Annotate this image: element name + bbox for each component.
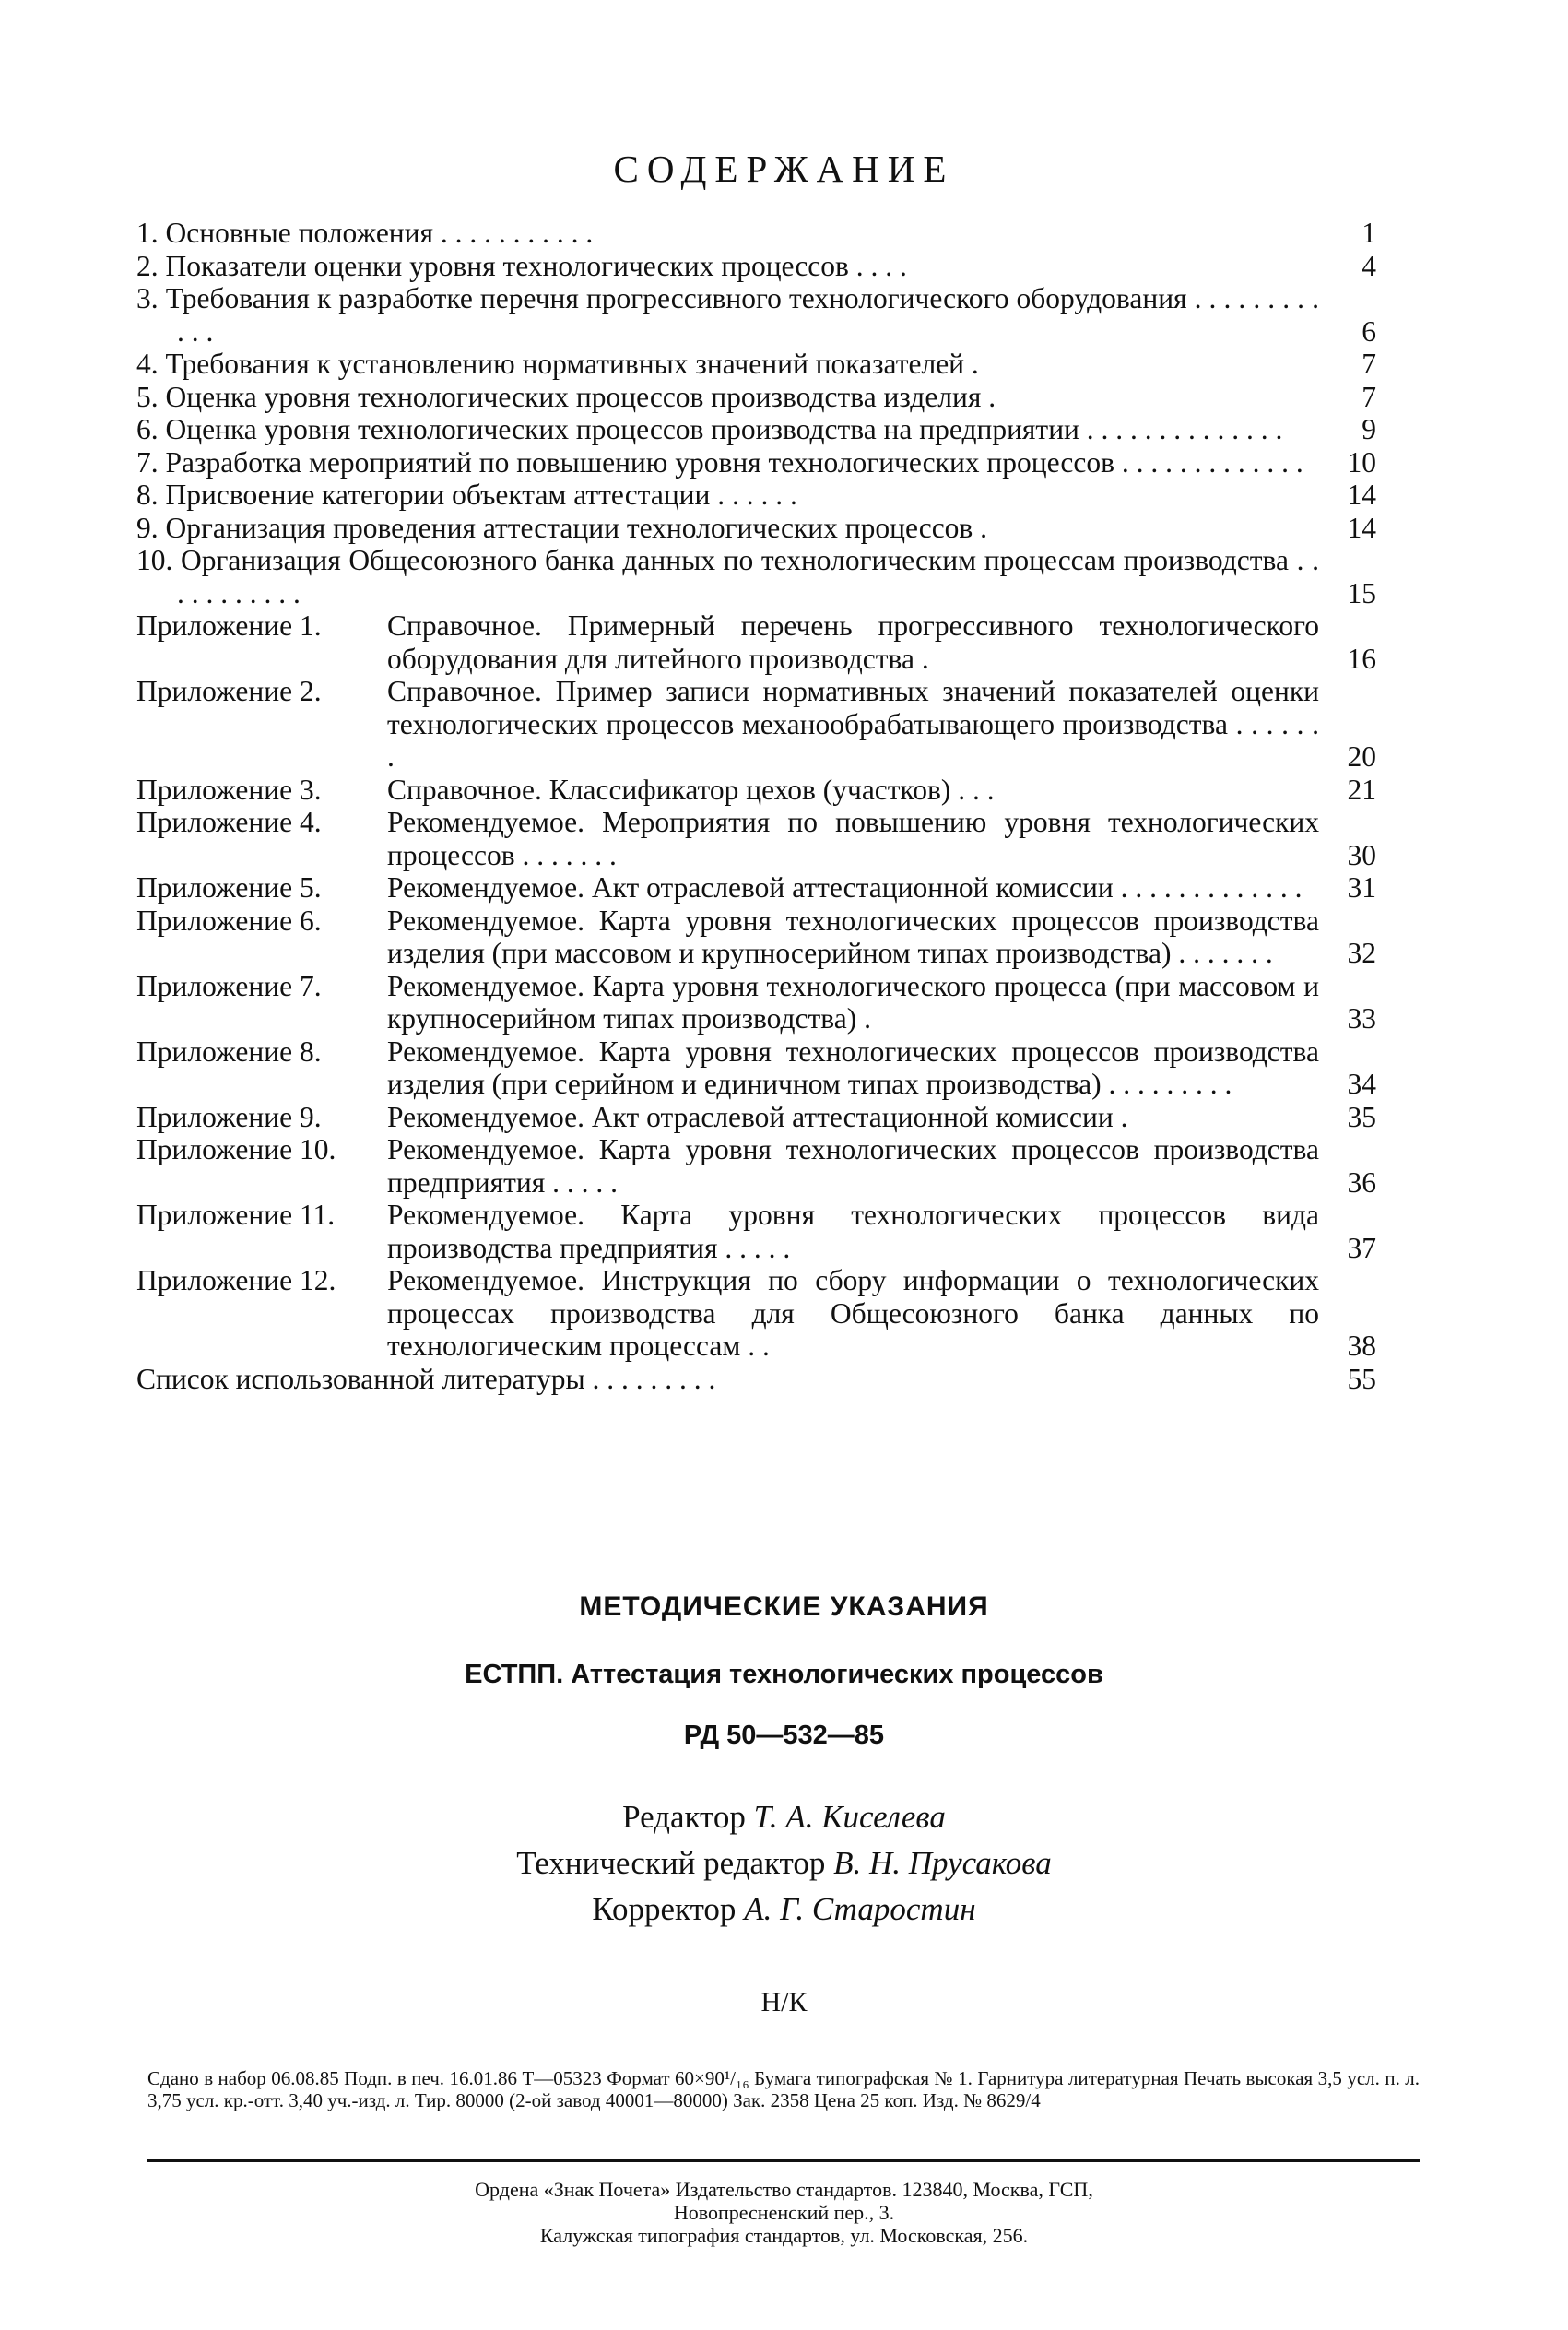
nk-mark: Н/К: [760, 1987, 808, 2017]
credit-name: А. Г. Старостин: [744, 1891, 976, 1927]
credit-role: Корректор: [592, 1891, 737, 1927]
toc-page-number: 7: [1362, 348, 1376, 380]
appendix-label: Приложение 5.: [136, 871, 322, 904]
publisher-line: Ордена «Знак Почета» Издательство стандартов. 123840, Москва, ГСП,: [475, 2178, 1093, 2201]
toc-entry-bibliography: [136, 1363, 1376, 1396]
toc-page-number: 31: [1347, 871, 1376, 904]
toc-entry-appendix: [136, 871, 1376, 905]
toc-entry-appendix: [136, 1264, 1376, 1363]
document-kind-heading: МЕТОДИЧЕСКИЕ УКАЗАНИЯ: [579, 1591, 989, 1622]
toc-page-number: 14: [1347, 511, 1376, 544]
appendix-label: Приложение 7.: [136, 969, 322, 1002]
credits-block: [0, 1794, 1568, 1933]
toc-entry-text: 5. Оценка уровня технологических процессов производства изделия .: [136, 380, 996, 413]
toc-page-number: 7: [1362, 380, 1376, 413]
toc-page-number: 21: [1347, 773, 1376, 806]
credit-role: Редактор: [622, 1799, 746, 1835]
toc-entry-text: 8. Присвоение категории объектам аттестации . . . . . .: [136, 479, 797, 511]
toc-entry-text: 9. Организация проведения аттестации технологических процессов .: [136, 511, 988, 544]
imprint-divider: [147, 2159, 1420, 2162]
toc-entry: [136, 446, 1376, 479]
appendix-label: Приложение 3.: [136, 773, 322, 806]
toc-page-number: 6: [1362, 314, 1376, 348]
toc-page-number: 34: [1347, 1068, 1376, 1100]
publisher-line: Калужская типография стандартов, ул. Московская, 256.: [539, 2224, 1029, 2247]
toc-entry: [136, 479, 1376, 512]
toc-entry-text: Рекомендуемое. Карта уровня технологических процессов производства предприятия . . . . .: [387, 1133, 1319, 1199]
toc-page-number: 55: [1347, 1362, 1376, 1395]
toc-page-number: 9: [1362, 413, 1376, 445]
toc-page-number: 30: [1347, 838, 1376, 871]
toc-entry: [136, 250, 1376, 283]
credit-technical-editor: [0, 1840, 1568, 1886]
toc-entry: [136, 512, 1376, 545]
credit-proofreader: [0, 1886, 1568, 1933]
appendix-label: Приложение 6.: [136, 904, 322, 937]
credit-name: В. Н. Прусакова: [833, 1845, 1052, 1881]
toc-entry-text: 2. Показатели оценки уровня технологических процессов . . . .: [136, 249, 907, 282]
toc-entry: [136, 544, 1376, 609]
toc-entry-text: Рекомендуемое. Карта уровня технологических процессов производства изделия (при серийном и единичном типах производства) . . . . . . . . .: [387, 1035, 1319, 1100]
toc-page-number: 32: [1347, 937, 1376, 969]
toc-entry-appendix: [136, 1035, 1376, 1101]
toc-entry-appendix: [136, 905, 1376, 970]
toc-entry-appendix: [136, 1199, 1376, 1264]
toc-entry-appendix: [136, 970, 1376, 1035]
toc-entry-appendix: [136, 609, 1376, 675]
toc-entry-text: Список использованной литературы . . . . . . . . .: [136, 1362, 716, 1395]
toc-entry: [136, 381, 1376, 414]
toc-entry-appendix: [136, 774, 1376, 807]
toc-entry-appendix: [136, 1133, 1376, 1199]
toc-entry: [136, 217, 1376, 250]
toc-page-number: 15: [1347, 576, 1376, 609]
toc-entry-text: 10. Организация Общесоюзного банка данных по технологическим процессам производства . . . . . . . . . . .: [136, 544, 1319, 609]
appendix-label: Приложение 9.: [136, 1100, 322, 1133]
toc-page-number: 33: [1347, 1002, 1376, 1035]
toc-entry-text: 6. Оценка уровня технологических процессов производства на предприятии . . . . . . . . . . . . . .: [136, 413, 1283, 445]
appendix-label: Приложение 2.: [136, 675, 322, 707]
toc-entry-text: 7. Разработка мероприятий по повышению уровня технологических процессов . . . . . . . . . . . . .: [136, 445, 1303, 479]
appendix-label: Приложение 1.: [136, 609, 322, 642]
toc-page-number: 16: [1347, 642, 1376, 675]
toc-entry-text: Справочное. Классификатор цехов (участков) . . .: [387, 773, 995, 806]
toc-page-number: 14: [1347, 479, 1376, 511]
toc-list: [136, 217, 1376, 1395]
credit-editor: [0, 1794, 1568, 1840]
toc-page-number: 38: [1347, 1330, 1376, 1362]
imprint-text: Сдано в набор 06.08.85 Подп. в печ. 16.01.86 Т—05323 Формат 60×90¹/₁₆ Бумага типографская № 1. Гарнитура литературная Печать высокая 3,5 усл. п. л. 3,75 усл. кр.-отт. 3,40 уч.-изд. л. Тир. 80000 (2-ой завод 40001—80000) Зак. 2358 Цена 25 коп. Изд. № 8629/4: [147, 2067, 1420, 2111]
toc-entry: [136, 413, 1376, 446]
toc-title: СОДЕРЖАНИЕ: [613, 148, 955, 190]
toc-entry-text: Рекомендуемое. Мероприятия по повышению уровня технологических процессов . . . . . . .: [387, 806, 1319, 871]
toc-entry-text: Рекомендуемое. Карта уровня технологических процессов производства изделия (при массовом и крупносерийном типах производства) . . . . . . .: [387, 904, 1319, 969]
toc-entry-text: Рекомендуемое. Инструкция по сбору информации о технологических процессах производства для Общесоюзного банка данных по технологическим процессам . .: [387, 1264, 1319, 1362]
toc-entry-text: Рекомендуемое. Карта уровня технологических процессов вида производства предприятия . . . . .: [387, 1199, 1319, 1264]
appendix-label: Приложение 4.: [136, 806, 322, 838]
toc-page-number: 20: [1347, 740, 1376, 773]
publisher-block: [0, 2178, 1568, 2247]
document-code-heading: РД 50—532—85: [683, 1721, 885, 1750]
credit-role: Технический редактор: [516, 1845, 826, 1881]
toc-entry-text: Справочное. Пример записи нормативных значений показателей оценки технологических процессов механообрабатывающего производства . . . . . . .: [387, 675, 1319, 773]
toc-page-number: 37: [1347, 1231, 1376, 1264]
toc-page-number: 35: [1347, 1100, 1376, 1133]
toc-entry-text: 4. Требования к установлению нормативных значений показателей .: [136, 348, 979, 380]
appendix-label: Приложение 12.: [136, 1264, 336, 1296]
toc-entry-text: Справочное. Примерный перечень прогрессивного технологического оборудования для литейного производства .: [387, 609, 1319, 675]
appendix-label: Приложение 11.: [136, 1199, 336, 1231]
publisher-line: Новопресненский пер., 3.: [673, 2201, 895, 2224]
toc-page-number: 36: [1347, 1165, 1376, 1199]
toc-entry-appendix: [136, 806, 1376, 871]
toc-entry-text: Рекомендуемое. Акт отраслевой аттестационной комиссии .: [387, 1100, 1128, 1133]
toc-page-number: 4: [1362, 249, 1376, 282]
toc-page-number: 10: [1347, 445, 1376, 479]
toc-entry-appendix: [136, 1101, 1376, 1134]
toc-entry: [136, 348, 1376, 381]
toc-entry-text: Рекомендуемое. Карта уровня технологического процесса (при массовом и крупносерийном типах производства) .: [387, 969, 1319, 1035]
toc-entry-text: 1. Основные положения . . . . . . . . . . .: [136, 217, 594, 249]
credit-name: Т. А. Киселева: [753, 1799, 946, 1835]
appendix-label: Приложение 10.: [136, 1133, 336, 1165]
toc-page-number: 1: [1362, 217, 1376, 249]
toc-entry-text: 3. Требования к разработке перечня прогрессивного технологического оборудования . . . . . . . . . . . .: [136, 282, 1319, 348]
appendix-label: Приложение 8.: [136, 1035, 322, 1068]
document-subject-heading: ЕСТПП. Аттестация технологических процессов: [465, 1660, 1103, 1689]
toc-entry-text: Рекомендуемое. Акт отраслевой аттестационной комиссии . . . . . . . . . . . . .: [387, 871, 1303, 904]
toc-entry: [136, 282, 1376, 348]
toc-entry-appendix: [136, 675, 1376, 774]
